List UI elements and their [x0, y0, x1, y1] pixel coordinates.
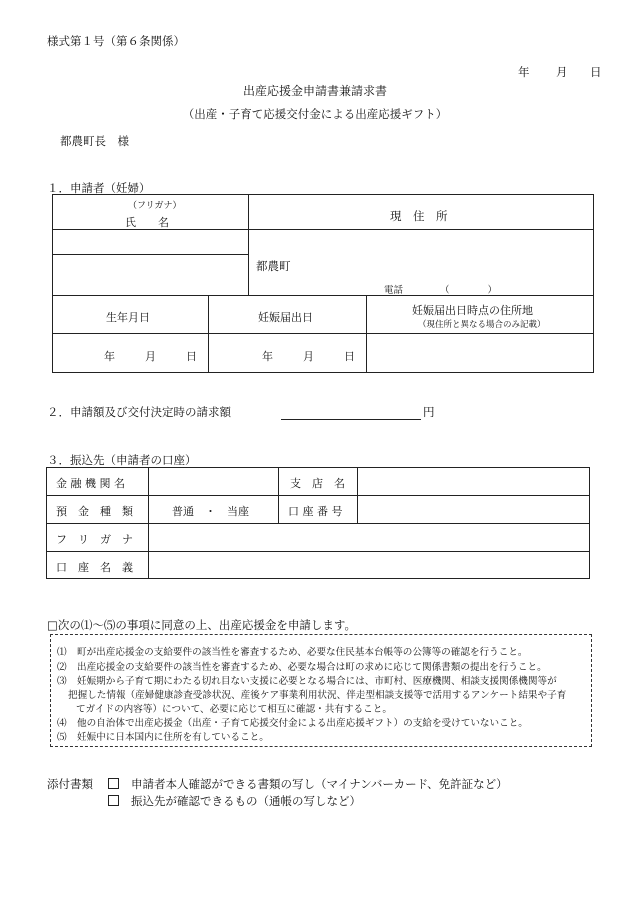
- account-holder-label: 口 座 名 義: [56, 561, 133, 574]
- account-furigana-input[interactable]: [152, 526, 586, 548]
- consent-item-5: ⑸ 妊娠中に日本国内に住所を有していること。: [57, 732, 269, 743]
- document-subtitle: （出産・子育て応援交付金による出産応援ギフト）: [182, 107, 448, 121]
- date-month-label: 月: [556, 65, 568, 79]
- checkbox-icon[interactable]: [108, 795, 119, 806]
- section3-heading: ３．振込先（申請者の口座）: [47, 453, 197, 467]
- checkbox-icon[interactable]: [108, 778, 119, 789]
- report-month: 月: [303, 350, 314, 363]
- document-title: 出産応援金申請書兼請求書: [242, 84, 387, 98]
- name-label: 氏 名: [125, 216, 169, 229]
- account-holder-input[interactable]: [152, 554, 586, 576]
- amount-input[interactable]: [281, 419, 421, 420]
- birthdate-label: 生年月日: [106, 311, 150, 324]
- deposit-type-value[interactable]: 普通 ・ 当座: [172, 505, 249, 518]
- branch-name-label: 支 店 名: [290, 477, 345, 490]
- report-address-label: 妊娠届出日時点の住所地: [412, 304, 533, 317]
- report-year: 年: [262, 350, 273, 363]
- branch-name-input[interactable]: [361, 470, 586, 492]
- date-year-label: 年: [518, 65, 530, 79]
- consent-title[interactable]: □次の⑴～⑸の事項に同意の上、出産応援金を申請します。: [47, 618, 356, 632]
- consent-item-2: ⑵ 出産応援金の支給要件の該当性を審査するため、必要な場合は町の求めに応じて関係書類の提出を行うこと。: [57, 662, 547, 673]
- consent-item-3-cont1: 把握した情報（産婦健康診査受診状況、産後ケア事業利用状況、伴走型相談支援等で活用するアンケート結果や子育: [68, 690, 567, 701]
- birth-day: 日: [186, 350, 197, 363]
- consent-item-4: ⑷ 他の自治体で出産応援金（出産・子育て応援交付金による出産応援ギフト）の支給を受けていないこと。: [57, 718, 528, 729]
- phone-parens: （ ）: [440, 285, 498, 296]
- account-furigana-label: フ リ ガ ナ: [56, 533, 133, 546]
- attachment-item-1[interactable]: 申請者本人確認ができる書類の写し（マイナンバーカード、免許証など）: [108, 776, 508, 792]
- report-address-input[interactable]: [370, 336, 590, 370]
- pregnancy-report-date-label: 妊娠届出日: [258, 311, 313, 324]
- bank-name-input[interactable]: [152, 470, 274, 492]
- addressee: 都農町長 様: [60, 134, 129, 148]
- section2-heading: ２．申請額及び交付決定時の請求額: [47, 405, 231, 419]
- report-address-note: （現住所と異なる場合のみ記載）: [418, 320, 546, 330]
- consent-item-1: ⑴ 町が出産応援金の支給要件の該当性を審査するため、必要な住民基本台帳等の公簿等の確認を行うこと。: [57, 647, 528, 658]
- birth-year: 年: [104, 350, 115, 363]
- address-prefix: 都農町: [256, 259, 291, 273]
- birth-month: 月: [145, 350, 156, 363]
- address-input[interactable]: [252, 232, 590, 292]
- date-day-label: 日: [590, 65, 602, 79]
- report-day: 日: [344, 350, 355, 363]
- phone-label: 電話: [384, 285, 404, 296]
- account-number-input[interactable]: [361, 498, 586, 520]
- form-id: 様式第１号（第６条関係）: [47, 34, 185, 48]
- furigana-label: （フリガナ）: [128, 201, 182, 211]
- bank-name-label: 金 融 機 関 名: [56, 477, 125, 490]
- amount-unit: 円: [423, 405, 435, 419]
- attachment-item-2[interactable]: 振込先が確認できるもの（通帳の写しなど）: [108, 793, 361, 809]
- name-input[interactable]: [56, 257, 244, 293]
- furigana-input[interactable]: [56, 232, 244, 252]
- attachments-label: 添付書類: [47, 777, 93, 791]
- deposit-type-label: 預 金 種 類: [56, 505, 133, 518]
- section1-heading: １．申請者（妊婦）: [47, 181, 151, 195]
- consent-item-3-cont2: てガイドの内容等）について、必要に応じて相互に確認・共有すること。: [76, 704, 392, 715]
- address-label: 現 住 所: [390, 209, 448, 223]
- consent-item-3: ⑶ 妊娠期から子育て期にわたる切れ目ない支援に必要となる場合には、市町村、医療機関、相談支援関係機関等が: [57, 676, 557, 687]
- account-number-label: 口 座 番 号: [288, 505, 343, 518]
